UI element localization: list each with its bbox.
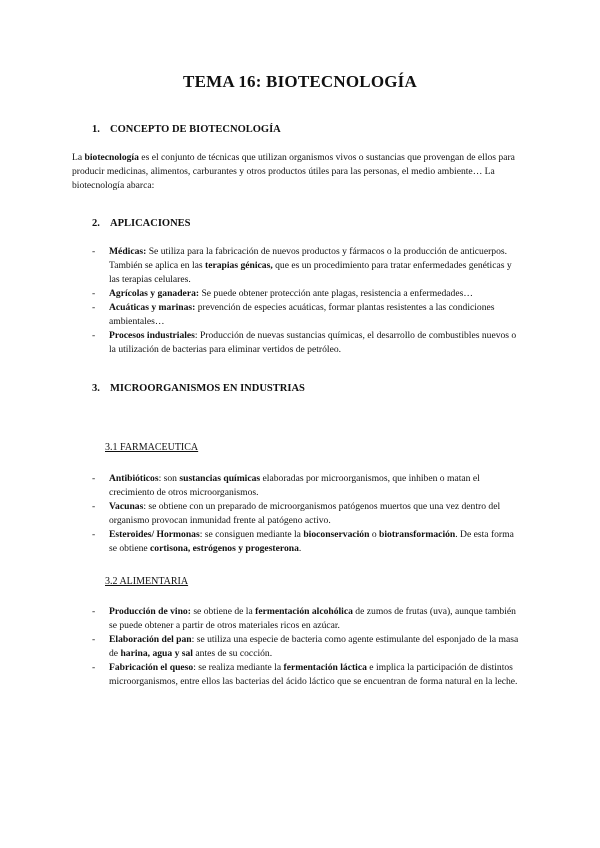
list-item: - Procesos industriales: Producción de nuevas sustancias químicas, el desarrollo de combustibles nuevos o la utilización de bacterias para eliminar vertidos de petróleo. — [92, 330, 517, 355]
list-item: - Fabricación el queso: se realiza mediante la fermentación láctica e implica la participación de distintos microorganismos, entre ellos las bacterias del ácido láctico que se encuentran de forma natural en la leche. — [92, 662, 518, 687]
section-title: CONCEPTO DE BIOTECNOLOGÍA — [110, 124, 281, 135]
section-2-heading — [92, 218, 191, 229]
section-3-heading — [92, 383, 305, 394]
bold-term: biotecnología — [84, 152, 139, 163]
list-item: - Médicas: Se utiliza para la fabricación de nuevos productos y fármacos o la producción de anticuerpos. También se aplica en las terapias génicas, que es un procedimiento para tratar enfermedades genéticas y las terapias celulares. — [92, 246, 512, 285]
list-item: - Esteroides/ Hormonas: se consiguen mediante la bioconservación o biotransformación. De esta forma se obtiene cortisona, estrógenos y progesterona. — [92, 529, 514, 554]
list-item: - Acuáticas y marinas: prevención de especies acuáticas, formar plantas resistentes a las condiciones ambientales… — [92, 302, 495, 327]
section-number: 1. — [92, 124, 100, 135]
subsection-3-1-heading: 3.1 FARMACEUTICA — [105, 442, 199, 453]
section-1-heading — [92, 124, 281, 135]
pharma-list — [92, 472, 520, 556]
list-item: - Antibióticos: son sustancias químicas elaboradas por microorganismos, que inhiben o matan el crecimiento de otros microorganismos. — [92, 473, 480, 498]
food-list — [92, 605, 520, 689]
list-item: - Elaboración del pan: se utiliza una especie de bacteria como agente estimulante del esponjado de la masa de harina, agua y sal antes de su cocción. — [92, 634, 519, 659]
list-item: - Producción de vino: se obtiene de la fermentación alcohólica de zumos de frutas (uva), aunque también se puede obtener a partir de otros materiales ricos en azúcar. — [92, 606, 516, 631]
section-number: 3. — [92, 383, 100, 394]
section-title: APLICACIONES — [110, 218, 191, 229]
section-number: 2. — [92, 218, 100, 229]
subsection-3-2-heading: 3.2 ALIMENTARIA — [105, 576, 189, 587]
section-1-paragraph: La biotecnología es el conjunto de técnicas que utilizan organismos vivos o sustancias que provengan de ellos para producir medicinas, alimentos, carburantes y otros productos útiles para las personas, el medio ambiente… La biotecnología abarca: — [72, 152, 515, 191]
applications-list — [92, 245, 520, 357]
list-item: - Vacunas: se obtiene con un preparado de microorganismos patógenos muertos que una vez dentro del organismo provocan inmunidad frente al patógeno activo. — [92, 501, 501, 526]
list-item: - Agrícolas y ganadera: Se puede obtener protección ante plagas, resistencia a enfermedades… — [92, 288, 473, 299]
page-title: TEMA 16: BIOTECNOLOGÍA — [183, 72, 417, 91]
section-title: MICROORGANISMOS EN INDUSTRIAS — [110, 383, 305, 394]
